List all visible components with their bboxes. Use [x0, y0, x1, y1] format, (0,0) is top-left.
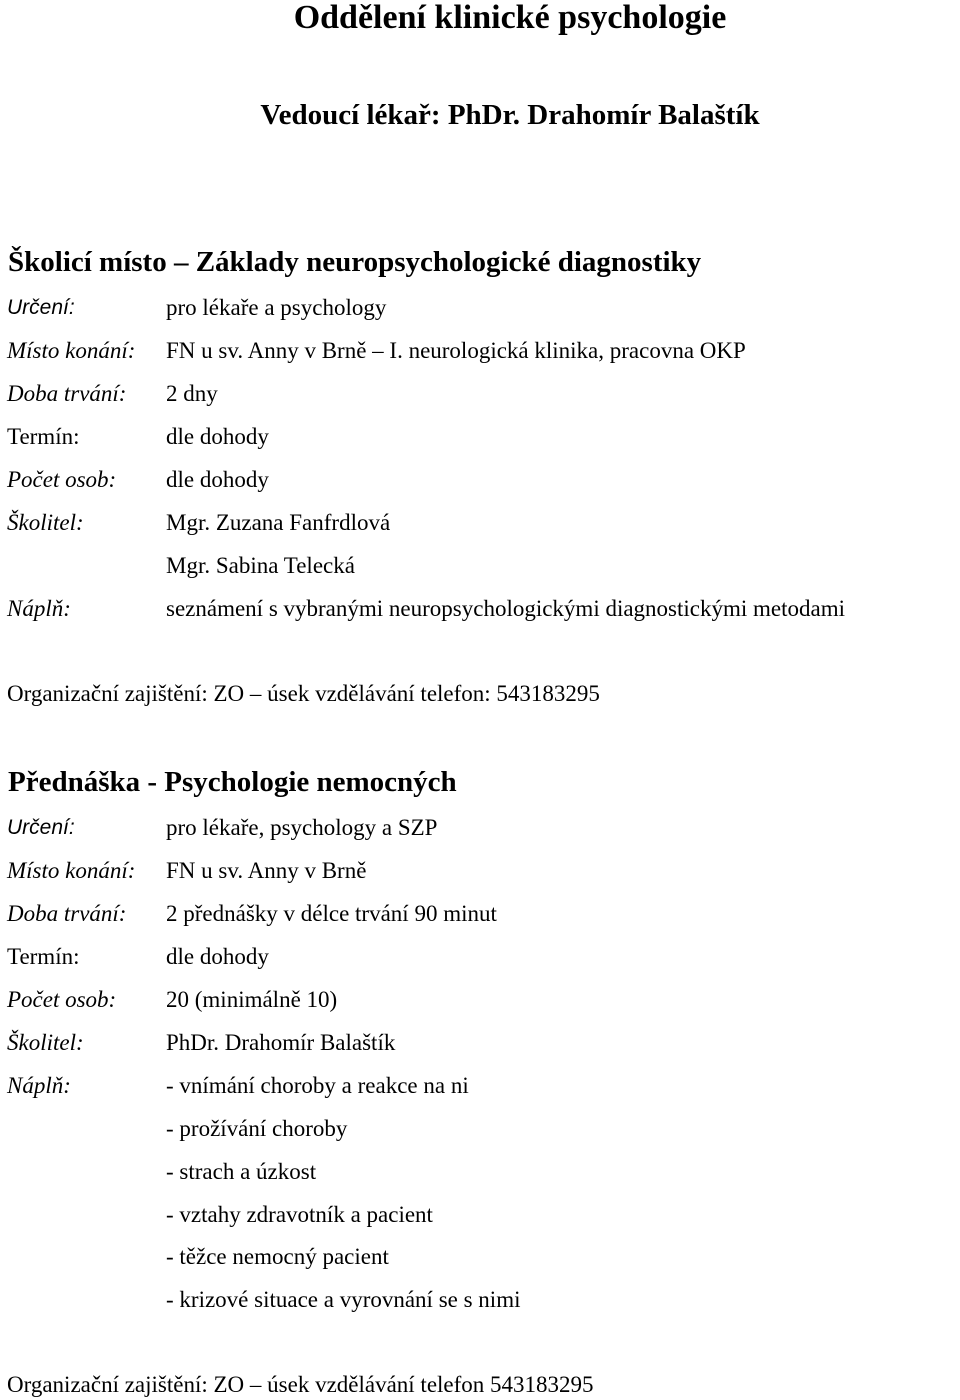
field-label: Určení: — [7, 816, 75, 839]
field-value: seznámení s vybranými neuropsychologickými diagnostickými metodami — [166, 596, 846, 621]
field-value: 2 dny — [166, 381, 218, 406]
field-value: pro lékaře a psychology — [166, 295, 387, 320]
field-value: dle dohody — [166, 424, 269, 449]
field-label: Školitel: — [7, 1030, 84, 1055]
field-value: PhDr. Drahomír Balaštík — [166, 1030, 396, 1055]
list-item: - prožívání choroby — [166, 1116, 348, 1141]
field-value: dle dohody — [166, 467, 269, 492]
field-value: pro lékaře, psychology a SZP — [166, 815, 438, 840]
field-label: Doba trvání: — [7, 901, 127, 926]
section-heading-training: Školicí místo – Základy neuropsychologické diagnostiky — [8, 246, 702, 278]
section-heading-lecture: Přednáška - Psychologie nemocných — [8, 766, 457, 798]
field-value: FN u sv. Anny v Brně — [166, 858, 367, 883]
field-value: 20 (minimálně 10) — [166, 987, 338, 1012]
organization-note: Organizační zajištění: ZO – úsek vzdělávání telefon: 543183295 — [7, 681, 600, 706]
list-item: - vztahy zdravotník a pacient — [166, 1202, 433, 1227]
field-label: Místo konání: — [7, 338, 136, 363]
field-label: Školitel: — [7, 510, 84, 535]
field-value: FN u sv. Anny v Brně – I. neurologická klinika, pracovna OKP — [166, 338, 746, 363]
field-label: Místo konání: — [7, 858, 136, 883]
field-label: Počet osob: — [7, 467, 117, 492]
page-title: Oddělení klinické psychologie — [293, 0, 727, 36]
field-label: Určení: — [7, 296, 75, 319]
list-item: - strach a úzkost — [166, 1159, 317, 1184]
field-label: Termín: — [7, 424, 80, 449]
field-label: Náplň: — [7, 596, 71, 621]
organization-note: Organizační zajištění: ZO – úsek vzdělávání telefon 543183295 — [7, 1372, 594, 1397]
field-label: Počet osob: — [7, 987, 117, 1012]
head-doctor: Vedoucí lékař: PhDr. Drahomír Balaštík — [260, 99, 760, 131]
field-value: Mgr. Sabina Telecká — [166, 553, 355, 578]
field-value: Mgr. Zuzana Fanfrdlová — [166, 510, 391, 535]
field-value: dle dohody — [166, 944, 269, 969]
field-label: Doba trvání: — [7, 381, 127, 406]
field-value: 2 přednášky v délce trvání 90 minut — [166, 901, 497, 926]
field-label: Náplň: — [7, 1073, 71, 1098]
list-item: - vnímání choroby a reakce na ni — [166, 1073, 469, 1098]
field-label: Termín: — [7, 944, 80, 969]
list-item: - těžce nemocný pacient — [166, 1244, 389, 1269]
list-item: - krizové situace a vyrovnání se s nimi — [166, 1287, 521, 1312]
